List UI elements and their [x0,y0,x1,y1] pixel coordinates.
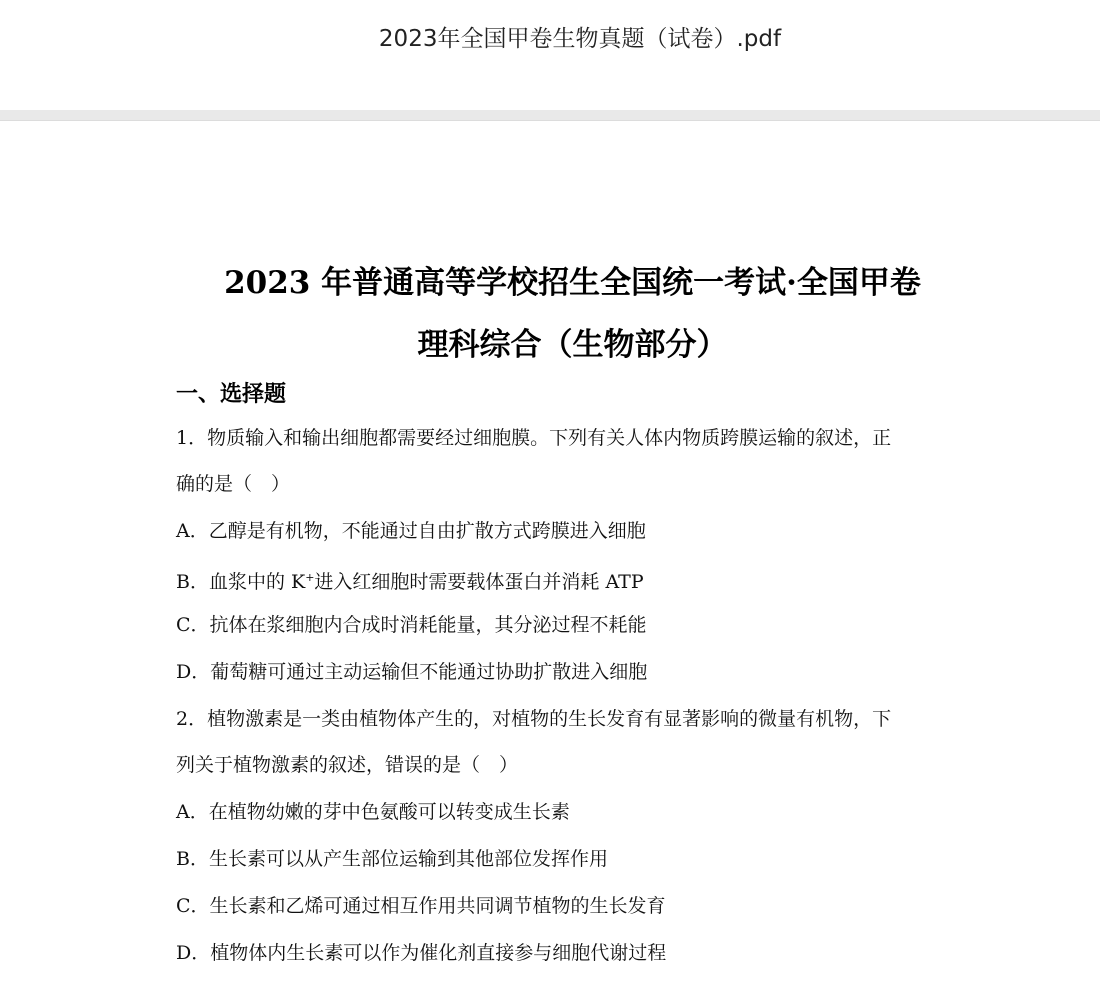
question-1-option-d: D．葡萄糖可通过主动运输但不能通过协助扩散进入细胞 [176,661,648,683]
question-2-option-c: C．生长素和乙烯可通过相互作用共同调节植物的生长发育 [176,895,666,917]
question-1-stem-line-2: 确的是（ ） [176,473,291,495]
option-b-text-before: B．血浆中的 K [176,571,306,593]
document-subtitle: 理科综合（生物部分） [417,327,728,363]
question-1-option-a: A．乙醇是有机物，不能通过自由扩散方式跨膜进入细胞 [176,520,646,542]
question-2-option-a: A．在植物幼嫩的芽中色氨酸可以转变成生长素 [176,801,570,823]
option-b-text-after: 进入红细胞时需要载体蛋白并消耗 ATP [314,571,644,593]
window-title: 2023年全国甲卷生物真题（试卷）.pdf [378,26,782,52]
window-titlebar [0,0,1100,110]
potassium-charge-superscript: + [305,571,315,584]
question-1-option-b [176,566,644,594]
question-2-option-d: D．植物体内生长素可以作为催化剂直接参与细胞代谢过程 [176,942,667,964]
question-2-option-b: B．生长素可以从产生部位运输到其他部位发挥作用 [176,848,608,870]
document-title: 2023 年普通高等学校招生全国统一考试·全国甲卷 [224,265,921,301]
page-separator [0,110,1100,121]
section-heading: 一、选择题 [176,381,287,407]
pdf-page[interactable] [0,121,1100,990]
question-1-stem-line-1: 1．物质输入和输出细胞都需要经过细胞膜。下列有关人体内物质跨膜运输的叙述，正 [176,427,892,449]
question-2-stem-line-2: 列关于植物激素的叙述，错误的是（ ） [176,754,519,776]
question-1-option-c: C．抗体在浆细胞内合成时消耗能量，其分泌过程不耗能 [176,614,647,636]
question-2-stem-line-1: 2．植物激素是一类由植物体产生的，对植物的生长发育有显著影响的微量有机物，下 [176,708,892,730]
